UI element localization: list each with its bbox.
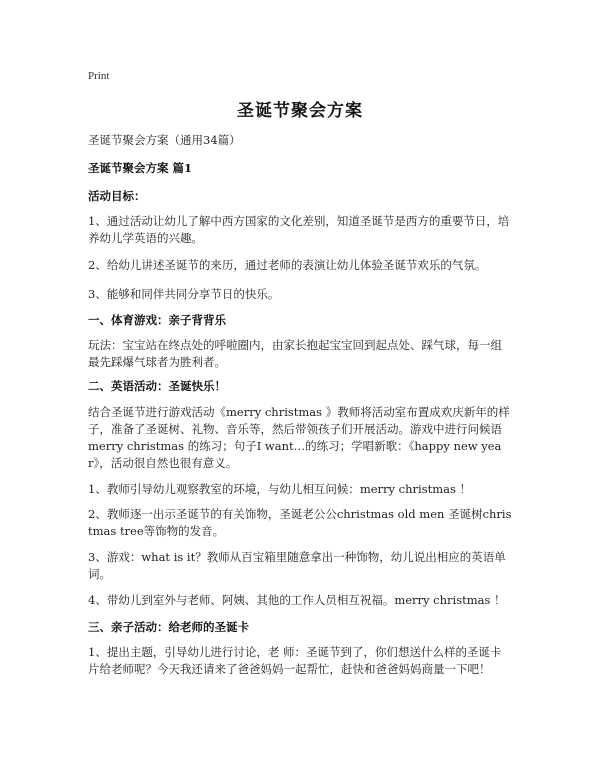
part1-text: 玩法：宝宝站在终点处的呼啦圈内，由家长抱起宝宝回到起点处、踩气球，每一组最先踩爆气球者为胜利者。 — [88, 338, 502, 369]
part3-heading: 三、亲子活动：给老师的圣诞卡 — [88, 620, 249, 634]
part2-step-4: 4、带幼儿到室外与老师、阿姨、其他的工作人员相互祝福。merry christmas ！ — [88, 593, 506, 607]
goal-item-3: 3、能够和同伴共同分享节日的快乐。 — [88, 287, 280, 301]
document-title: 圣诞节聚会方案 — [237, 101, 363, 121]
goal-item-1: 1、通过活动让幼儿了解中西方国家的文化差别，知道圣诞节是西方的重要节日，培养幼儿学英语的兴趣。 — [88, 214, 510, 245]
print-link[interactable]: Print — [88, 70, 110, 82]
part2-text: 结合圣诞节进行游戏活动《merry christmas 》教师将活动室布置成欢庆新年的样子，准备了圣诞树、礼物、音乐等，然后带领孩子们开展活动。游戏中进行问候语merry christmas 的练习；句子I want…的练习；学唱新歌：《happy new year》，活动很自然也很有意义。 — [88, 405, 510, 470]
part2-step-3: 3、游戏：what is it？教师从百宝箱里随意拿出一种饰物，幼儿说出相应的英语单词。 — [88, 550, 506, 581]
part3-text: 1、提出主题，引导幼儿进行讨论，老 师：圣诞节到了，你们想送什么样的圣诞卡片给老师呢？今天我还请来了爸爸妈妈一起帮忙，赶快和爸爸妈妈商量一下吧！ — [88, 645, 502, 676]
part1-heading: 一、体育游戏：亲子背背乐 — [88, 313, 226, 327]
section-title: 圣诞节聚会方案 篇1 — [88, 161, 193, 175]
goal-item-2: 2、给幼儿讲述圣诞节的来历，通过老师的表演让幼儿体验圣诞节欢乐的气氛。 — [88, 258, 487, 272]
part2-step-2: 2、教师逐一出示圣诞节的有关饰物，圣诞老公公christmas old men 圣诞树christmas tree等饰物的发音。 — [88, 507, 512, 538]
goal-heading: 活动目标： — [88, 189, 146, 203]
part2-step-1: 1、教师引导幼儿观察教室的环境，与幼儿相互问候：merry christmas ！ — [88, 482, 472, 496]
part2-heading: 二、英语活动：圣诞快乐！ — [88, 379, 226, 393]
document-subtitle: 圣诞节聚会方案（通用34篇） — [88, 133, 241, 147]
